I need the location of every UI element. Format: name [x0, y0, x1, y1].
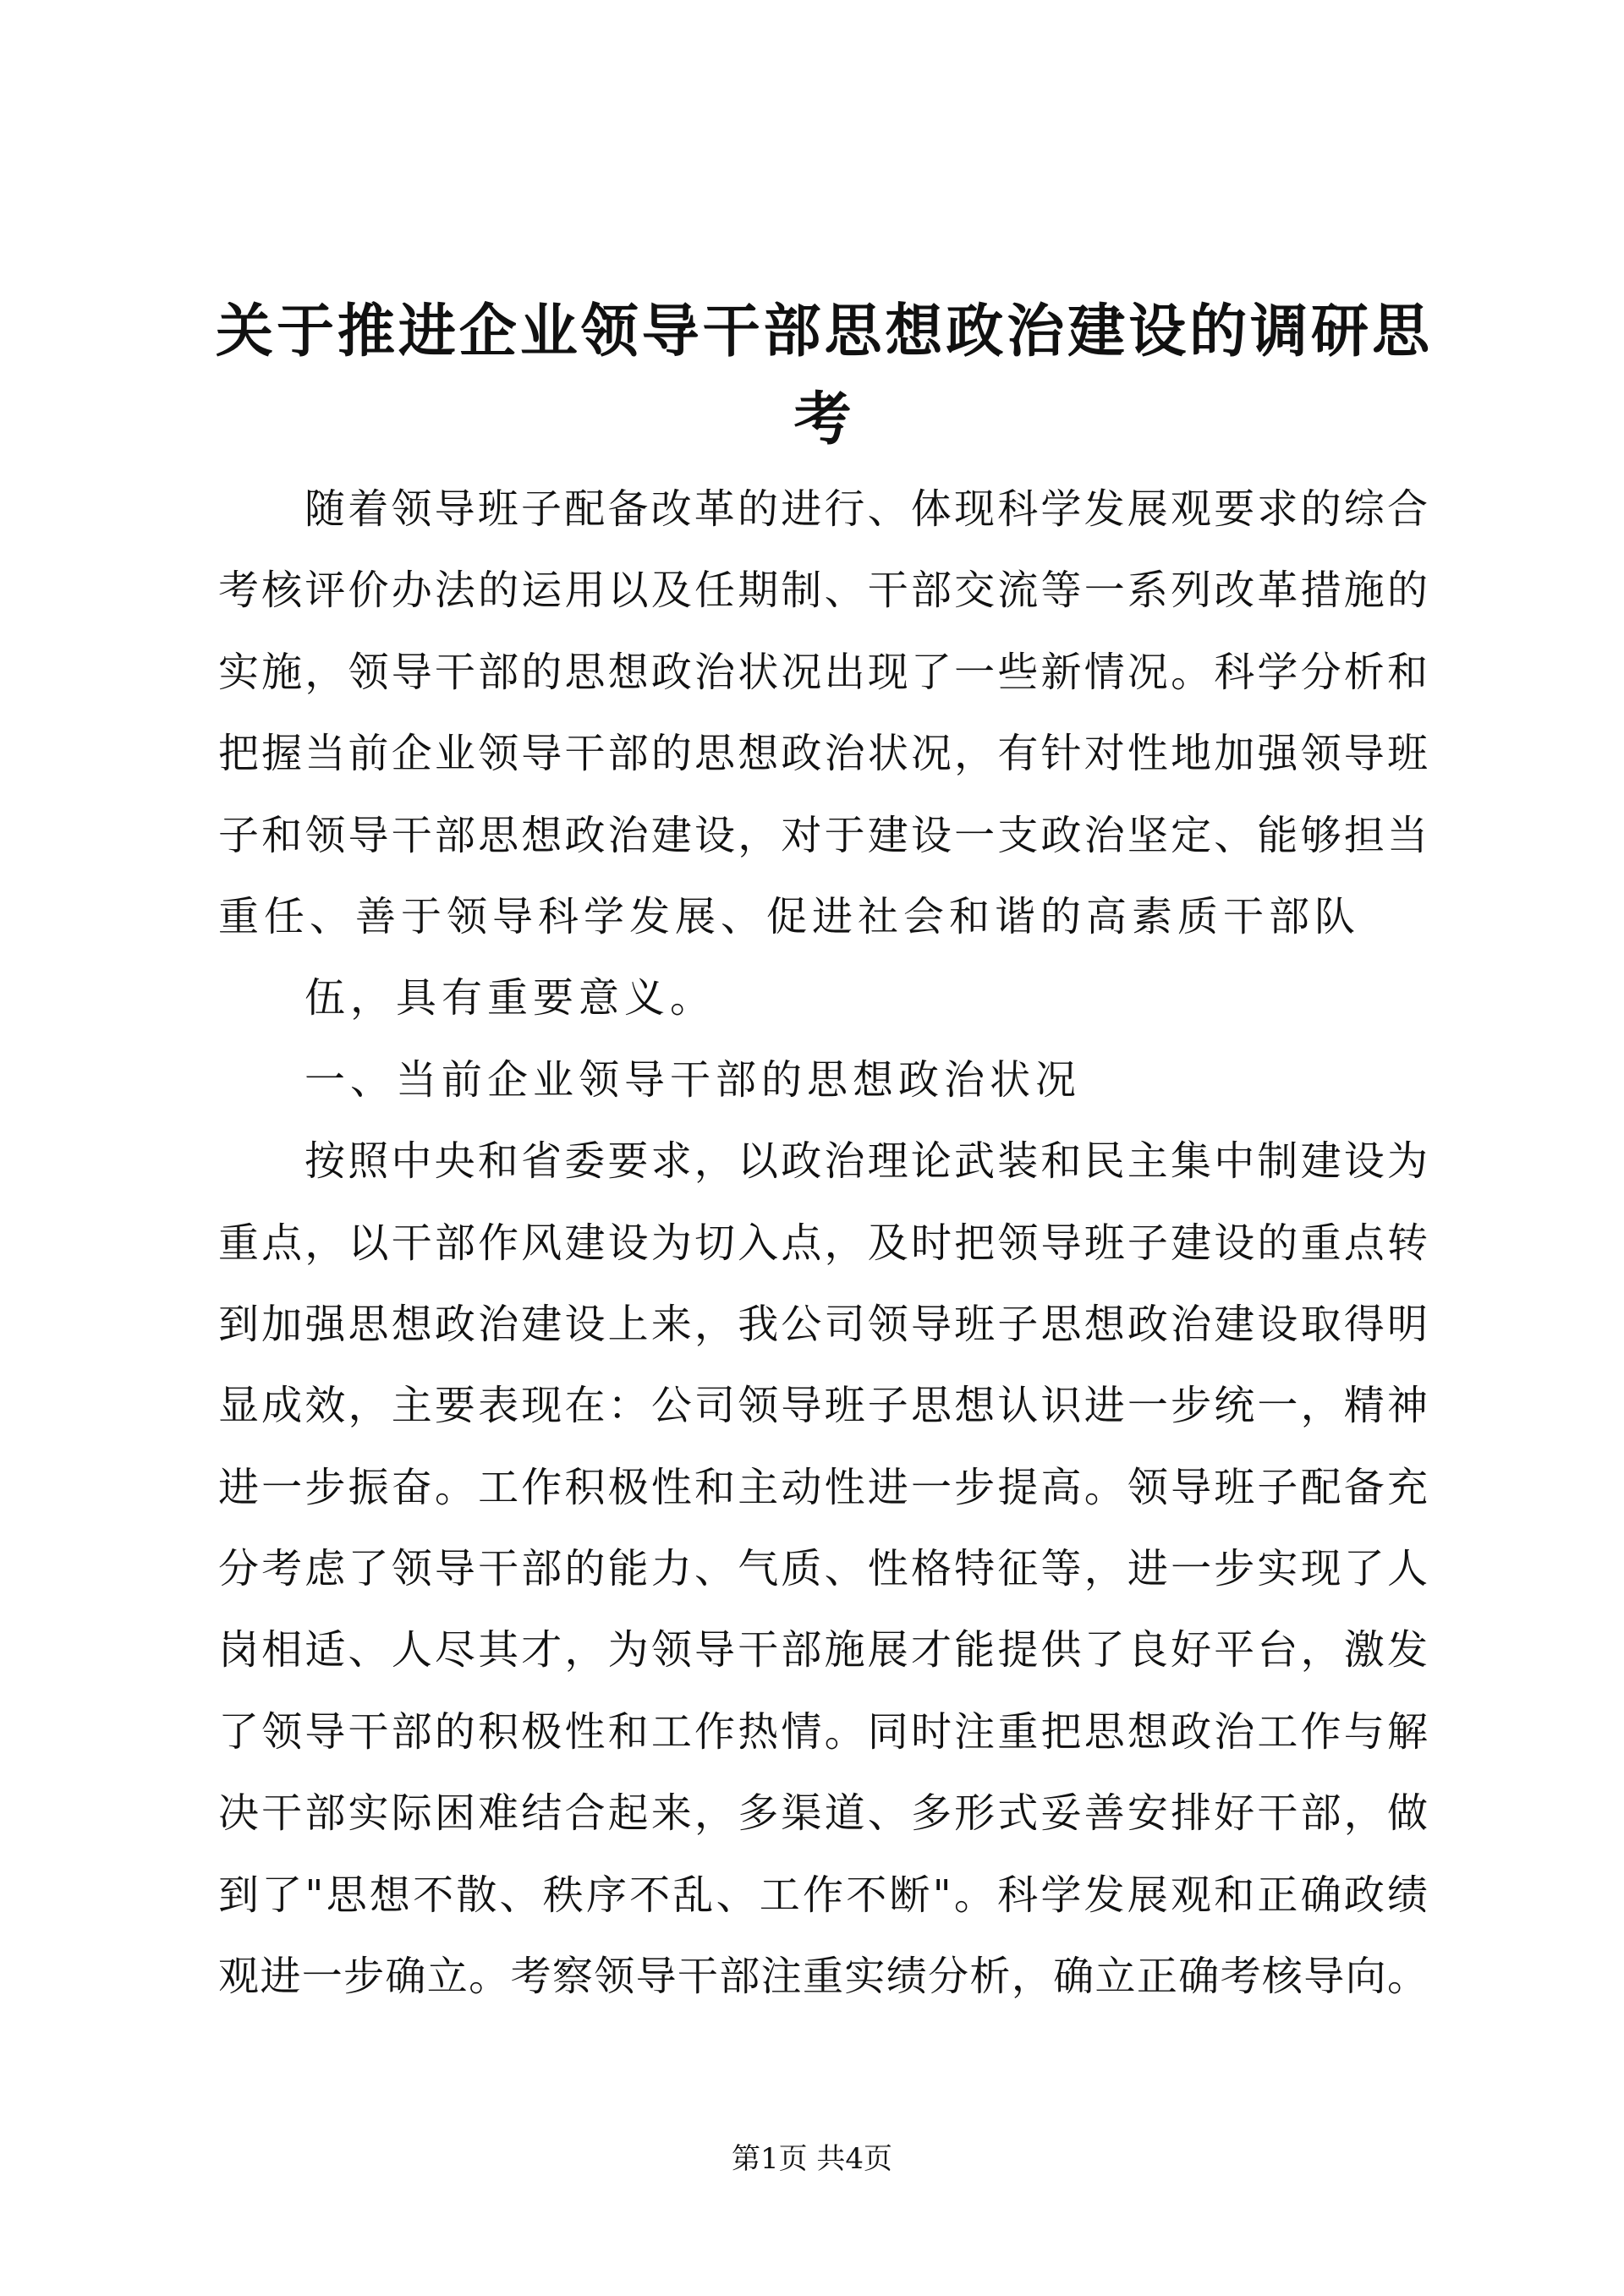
body-line: 决干部实际困难结合起来，多渠道、多形式妥善安排好干部，做 — [218, 1789, 1428, 1838]
body-line: 进一步振奋。工作积极性和主动性进一步提高。领导班子配备充 — [218, 1463, 1428, 1511]
section-heading: 一、当前企业领导干部的思想政治状况 — [304, 1055, 1082, 1104]
body-line: 按照中央和省委要求，以政治理论武装和民主集中制建设为 — [304, 1137, 1428, 1186]
body-line: 重点，以干部作风建设为切入点，及时把领导班子建设的重点转 — [218, 1219, 1428, 1267]
document-body — [218, 469, 1428, 2017]
body-line: 分考虑了领导干部的能力、气质、性格特征等，进一步实现了人 — [218, 1545, 1428, 1593]
title-line-1: 关于推进企业领导干部思想政治建设的调研思 — [216, 299, 1429, 365]
body-line: 随着领导班子配备改革的进行、体现科学发展观要求的综合 — [304, 485, 1428, 533]
body-line: 观进一步确立。考察领导干部注重实绩分析，确立正确考核导向。 — [218, 1953, 1428, 2001]
body-line: 显成效，主要表现在：公司领导班子思想认识进一步统一，精神 — [218, 1382, 1428, 1430]
title-line-2: 考 — [793, 386, 852, 453]
body-line: 考核评价办法的运用以及任期制、干部交流等一系列改革措施的 — [218, 567, 1428, 615]
body-line: 伍，具有重要意义。 — [304, 974, 716, 1022]
body-line: 到加强思想政治建设上来，我公司领导班子思想政治建设取得明 — [218, 1300, 1428, 1348]
body-line: 实施，领导干部的思想政治状况出现了一些新情况。科学分析和 — [218, 648, 1428, 696]
page-number-footer: 第1页 共4页 — [731, 2142, 893, 2176]
body-line: 到了"思想不散、秩序不乱、工作不断"。科学发展观和正确政绩 — [218, 1871, 1428, 1919]
body-line: 了领导干部的积极性和工作热情。同时注重把思想政治工作与解 — [218, 1707, 1428, 1756]
body-line: 岗相适、人尽其才，为领导干部施展才能提供了良好平台，激发 — [218, 1626, 1428, 1674]
body-line: 子和领导干部思想政治建设，对于建设一支政治坚定、能够担当 — [218, 811, 1428, 859]
document-title — [216, 288, 1429, 464]
body-line: 把握当前企业领导干部的思想政治状况，有针对性地加强领导班 — [218, 730, 1428, 778]
body-line: 重任、善于领导科学发展、促进社会和谐的高素质干部队 — [218, 892, 1361, 940]
